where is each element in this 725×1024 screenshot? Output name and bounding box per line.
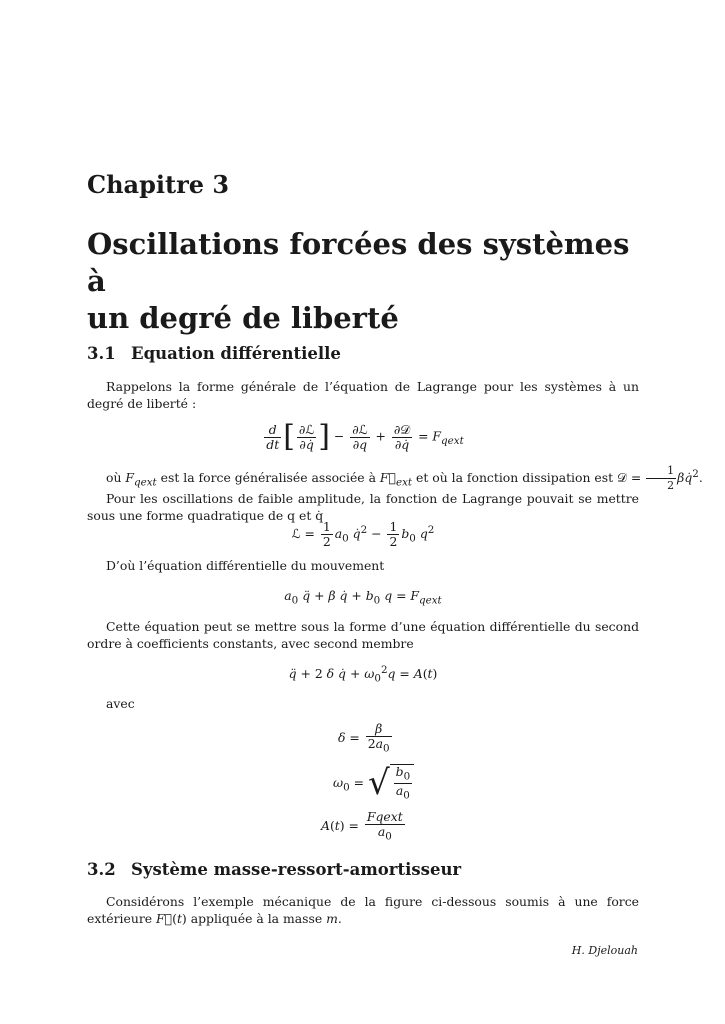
section-heading-3-2 bbox=[87, 860, 461, 879]
chapter-title-line-1: Oscillations forcées des systèmes à bbox=[87, 227, 630, 298]
chapter-title-line-2: un degré de liberté bbox=[87, 301, 399, 335]
paragraph-mechanical-example: Considérons l’exemple mécanique de la figure ci-dessous soumis à une force extérieure F⃗(t) appliquée à la masse m. bbox=[87, 894, 639, 926]
equation-second-order: q̈ + 2 δ q̇ + $\omega_0^2q = A(t)$ bbox=[288, 664, 438, 685]
section-title: Equation différentielle bbox=[131, 344, 341, 363]
chapter-label: Chapitre 3 bbox=[87, 170, 230, 199]
equation-delta: δ = $\frac{\beta}{2a_0}$ bbox=[338, 721, 390, 755]
paragraph-force-definition: où $F_{qext}$ est la force généralisée associée à $F⃗_{ext}$ et où la fonction dissipation est 𝒟 = $\frac{1}{2}$ βq̇$^2$. bbox=[106, 464, 703, 493]
paragraph-quadratic-form: Pour les oscillations de faible amplitude, la fonction de Lagrange pouvait se mettre sous une forme quadratique de q et q̇ bbox=[87, 491, 639, 523]
section-number: 3.1 bbox=[87, 344, 116, 363]
chapter-title bbox=[87, 226, 647, 337]
paragraph-avec: avec bbox=[106, 696, 135, 711]
paragraph-second-order: Cette équation peut se mettre sous la forme d’une équation différentielle du second ordre à coefficients constants, avec second membre bbox=[87, 619, 639, 651]
section-title: Système masse-ressort-amortisseur bbox=[131, 860, 462, 879]
footer-author: H. Djelouah bbox=[571, 944, 638, 957]
paragraph-motion-equation: D’où l’équation différentielle du mouvement bbox=[106, 558, 385, 573]
equation-omega0: $\omega_0$ = √ $\frac{b_0}{a_0}$ bbox=[333, 764, 414, 803]
section-heading-3-1 bbox=[87, 344, 341, 363]
paragraph-lagrange-intro: Rappelons la forme générale de l’équation de Lagrange pour les systèmes à un degré de liberté : bbox=[87, 379, 639, 411]
equation-lagrange: $\frac{d}{dt}$ [ $\frac{\text{∂ℒ}}{\partial q̇}$ ] − $\frac{\text{∂ℒ}}{\partial q}$ + $\frac{\text{∂𝒟}}{\partial q̇}$ = $F_{qext}$ bbox=[266, 419, 464, 454]
equation-motion: $a_0$ q̈ + β q̇ + $b_0$ $q = F_{qext}$ bbox=[284, 588, 442, 607]
section-number: 3.2 bbox=[87, 860, 116, 879]
equation-lagrangian: ℒ = $\frac{1}{2}$ $a_0$ q̇$^2$ − $\frac{1}{2}$ $b_0$ $q^2$ bbox=[291, 519, 435, 549]
equation-a-of-t: A(t) = $\frac{\text{Fqext}}{a_0}$ bbox=[321, 809, 403, 843]
